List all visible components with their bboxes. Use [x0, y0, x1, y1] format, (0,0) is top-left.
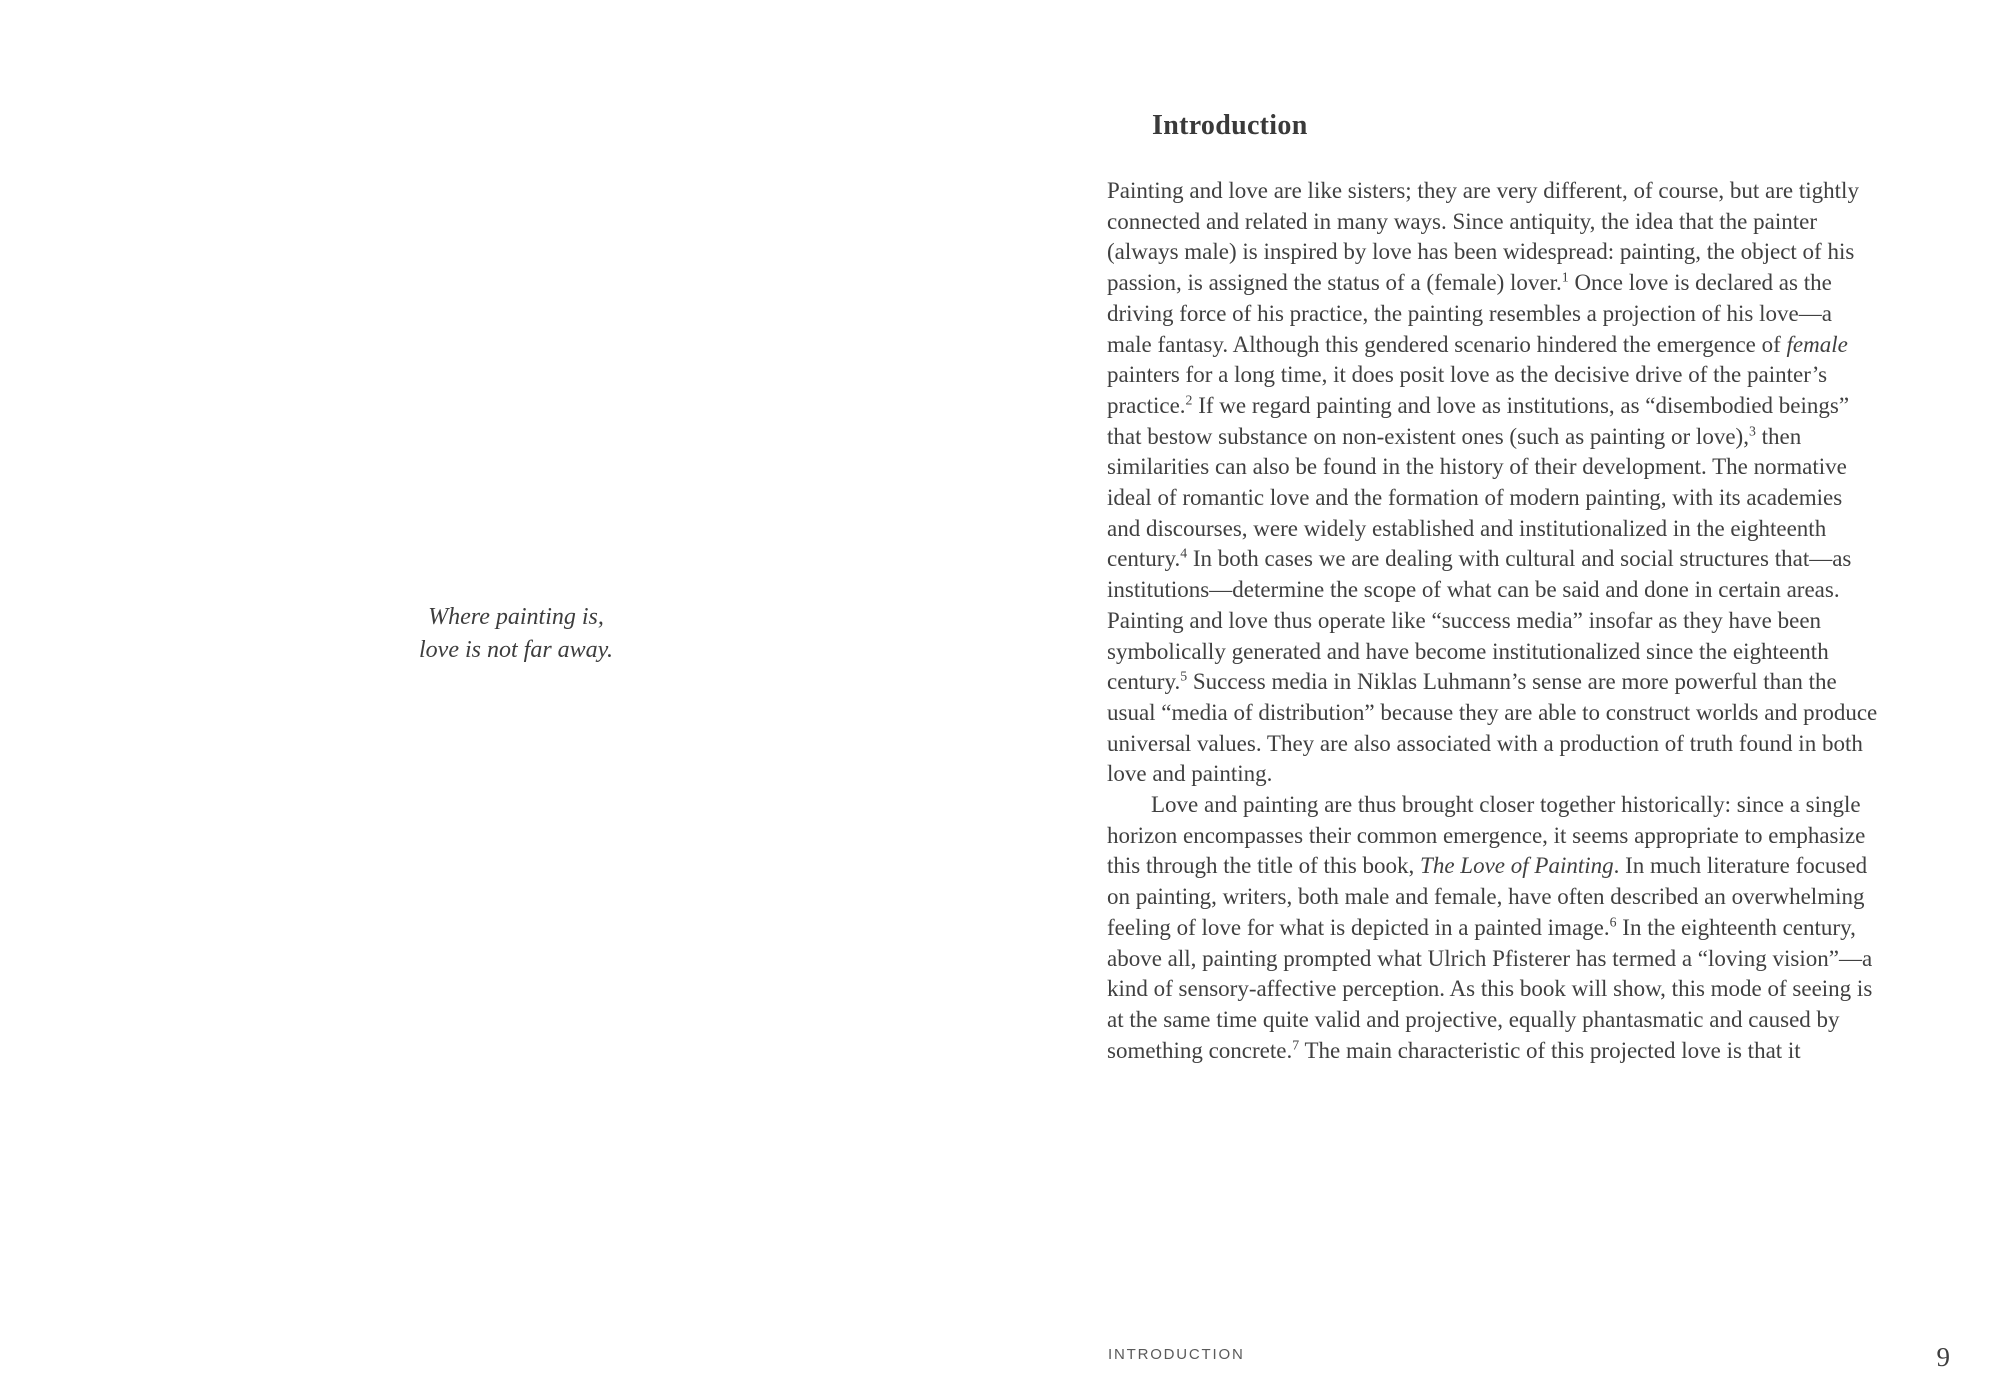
epigraph: [296, 601, 736, 667]
chapter-title: Introduction: [1152, 110, 1308, 141]
body-paragraph: Painting and love are like sisters; they are very different, of course, but are tightly connected and related in many ways. Since antiquity, the idea that the painter (always male) is inspired by love has been widespread: painting, the object of his passion, is assigned the status of a (female) lover.$^1$ Once love is declared as the driving force of his practice, the painting resembles a projection of his love—a male fantasy. Although this gendered scenario hindered the emergence of female painters for a long time, it does posit love as the decisive drive of the painter’s practice.$^2$ If we regard painting and love as institutions, as “disembodied beings” that bestow substance on non-existent ones (such as painting or love),$^3$ then similarities can also be found in the history of their development. The normative ideal of romantic love and the formation of modern painting, with its academies and discourses, were widely established and institutionalized in the eighteenth century.$^4$ In both cases we are dealing with cultural and social structures that—as institutions—determine the scope of what can be said and done in certain areas. Painting and love thus operate like “success media” insofar as they have been symbolically generated and have become institutionalized since the eighteenth century.$^5$ Success media in Niklas Luhmann’s sense are more powerful than the usual “media of distribution” because they are able to construct worlds and produce universal values. They are also associated with a production of truth found in both love and painting.: [1107, 178, 1878, 787]
epigraph-line: love is not far away.: [419, 637, 613, 663]
body-text: [1107, 176, 1879, 1066]
epigraph-line: Where painting is,: [428, 604, 604, 630]
page-number: 9: [1936, 1342, 1950, 1372]
body-paragraph: Love and painting are thus brought closer together historically: since a single horizon encompasses their common emergence, it seems appropriate to emphasize this through the title of this book, The Love of Painting. In much literature focused on painting, writers, both male and female, have often described an overwhelming feeling of love for what is depicted in a painted image.$^6$ In the eighteenth century, above all, painting prompted what Ulrich Pfisterer has termed a “loving vision”—a kind of sensory-affective perception. As this book will show, this mode of seeing is at the same time quite valid and projective, equally phantasmatic and caused by something concrete.$^7$ The main characteristic of this projected love is that it: [1107, 792, 1873, 1063]
footer-section-label: INTRODUCTION: [1108, 1346, 1245, 1363]
